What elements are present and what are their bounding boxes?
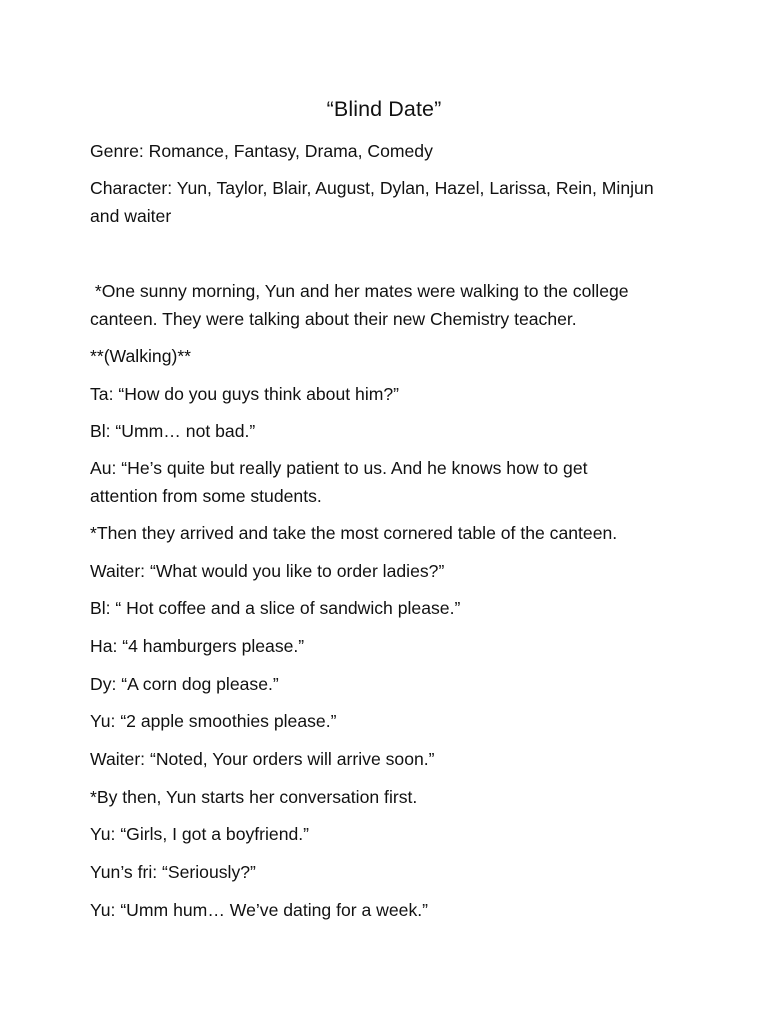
dialogue-line: *By then, Yun starts her conversation first. <box>90 787 418 807</box>
character-line-2: and waiter <box>90 206 172 226</box>
au-line-2: attention from some students. <box>90 486 322 506</box>
dialogue-line: Yu: “Umm hum… We’ve dating for a week.” <box>90 900 428 920</box>
intro-line-1: *One sunny morning, Yun and her mates were walking to the college <box>90 281 629 301</box>
dialogue-line: *Then they arrived and take the most cornered table of the canteen. <box>90 523 618 543</box>
genre-line: Genre: Romance, Fantasy, Drama, Comedy <box>90 141 433 161</box>
intro-line-2: canteen. They were talking about their new Chemistry teacher. <box>90 309 577 329</box>
document-title: “Blind Date” <box>326 97 442 121</box>
dialogue-line: Ha: “4 hamburgers please.” <box>90 636 305 656</box>
dialogue-line: Waiter: “Noted, Your orders will arrive soon.” <box>90 749 435 769</box>
dialogue-line: Bl: “ Hot coffee and a slice of sandwich please.” <box>90 598 461 618</box>
dialogue-line: Yu: “Girls, I got a boyfriend.” <box>90 824 310 844</box>
dialogue-line: Yun’s fri: “Seriously?” <box>90 862 256 882</box>
dialogue-line: Bl: “Umm… not bad.” <box>90 421 256 441</box>
au-line-1: Au: “He’s quite but really patient to us. And he knows how to get <box>90 458 588 478</box>
walking-stage-direction: **(Walking)** <box>90 346 192 366</box>
character-line-1: Character: Yun, Taylor, Blair, August, Dylan, Hazel, Larissa, Rein, Minjun <box>90 178 654 198</box>
dialogue-line: Dy: “A corn dog please.” <box>90 674 279 694</box>
dialogue-line: Yu: “2 apple smoothies please.” <box>90 711 337 731</box>
dialogue-line: Ta: “How do you guys think about him?” <box>90 384 400 404</box>
dialogue-line: Waiter: “What would you like to order ladies?” <box>90 561 445 581</box>
